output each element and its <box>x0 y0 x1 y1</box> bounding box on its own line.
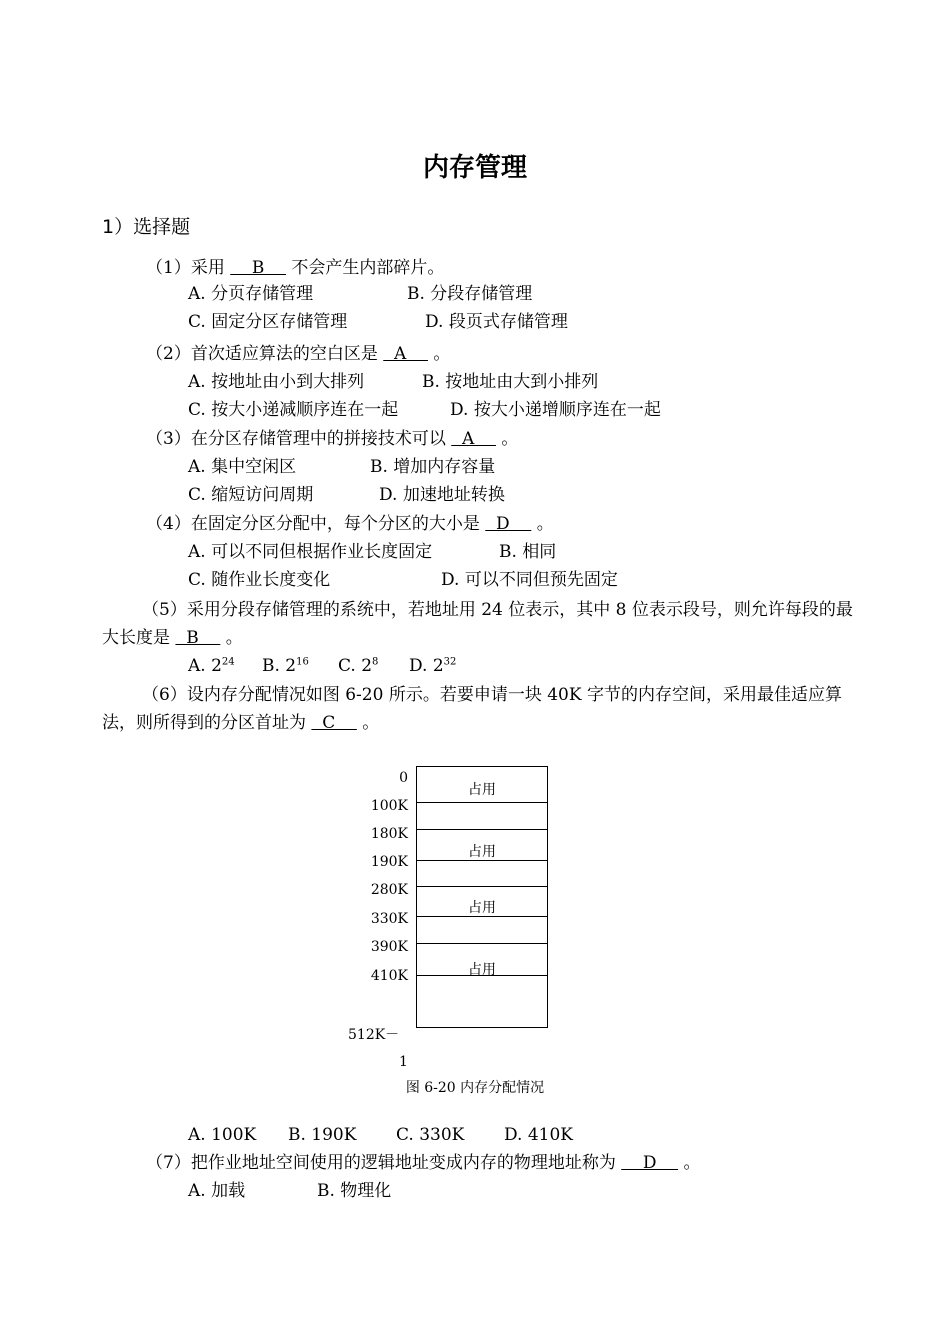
question-6-text: （6）设内存分配情况如图 6-20 所示。若要申请一块 40K 字节的内存空间，采用最佳适应算法，则所得到的分区首址为 <box>102 685 842 733</box>
question-4-option-c: C. 随作业长度变化 <box>188 570 331 590</box>
question-1-option-b: B. 分段存储管理 <box>407 284 533 304</box>
question-7-suffix: 。 <box>678 1153 701 1173</box>
question-2-option-a: A. 按地址由小到大排列 <box>188 372 365 392</box>
question-5-text: （5）采用分段存储管理的系统中，若地址用 24 位表示，其中 8 位表示段号，则允许每段的最大长度是 <box>102 600 853 648</box>
question-2-suffix: 。 <box>427 344 451 364</box>
question-4-option-d: D. 可以不同但预先固定 <box>441 570 618 590</box>
question-4 <box>146 513 554 535</box>
exponent: 16 <box>296 656 309 668</box>
question-4-suffix: 。 <box>531 514 554 534</box>
occupied-label: 占用 <box>468 782 496 798</box>
question-5-option-c: C. $2^8$ <box>338 656 379 676</box>
question-2-option-b: B. 按地址由大到小排列 <box>422 372 599 392</box>
address-label-end: 512K－ <box>348 1027 400 1043</box>
question-6-suffix: 。 <box>356 713 380 733</box>
question-2-answer: A <box>383 344 428 364</box>
section-heading: 1）选择题 <box>102 216 191 238</box>
address-label: 410K <box>370 968 408 984</box>
question-4-answer: D <box>485 514 532 534</box>
question-5-option-b: B. $2^{16}$ <box>262 656 309 676</box>
question-3-text: （3）在分区存储管理中的拼接技术可以 <box>146 429 452 449</box>
question-7 <box>146 1152 701 1174</box>
question-3-option-c: C. 缩短访问周期 <box>188 485 314 505</box>
question-3-option-b: B. 增加内存容量 <box>370 457 496 477</box>
question-4-option-a: A. 可以不同但根据作业长度固定 <box>188 542 433 562</box>
question-6-option-c: C. 330K <box>396 1125 465 1145</box>
address-label: 0 <box>399 770 408 786</box>
question-1-option-d: D. 段页式存储管理 <box>425 312 568 332</box>
address-label: 100K <box>370 798 408 814</box>
question-5-suffix: 。 <box>220 628 243 648</box>
question-7-answer: D <box>621 1153 679 1173</box>
question-7-option-b: B. 物理化 <box>317 1181 392 1201</box>
question-3-option-a: A. 集中空闲区 <box>188 457 297 477</box>
question-1-option-c: C. 固定分区存储管理 <box>188 312 348 332</box>
question-3-option-d: D. 加速地址转换 <box>379 485 505 505</box>
question-3-answer: A <box>451 429 496 449</box>
question-4-option-b: B. 相同 <box>499 542 557 562</box>
occupied-label: 占用 <box>468 900 496 916</box>
occupied-label: 占用 <box>468 844 496 860</box>
occupied-label: 占用 <box>468 962 496 978</box>
question-7-text: （7）把作业地址空间使用的逻辑地址变成内存的物理地址称为 <box>146 1153 622 1173</box>
address-label: 190K <box>370 854 408 870</box>
question-1 <box>146 257 444 279</box>
address-label: 390K <box>370 939 408 955</box>
address-label: 180K <box>370 826 408 842</box>
question-6-answer: C <box>311 713 357 733</box>
question-4-text: （4）在固定分区分配中，每个分区的大小是 <box>146 514 486 534</box>
question-7-option-a: A. 加载 <box>188 1181 246 1201</box>
question-5 <box>102 596 854 652</box>
memory-diagram <box>416 766 548 1028</box>
partition-boundary <box>417 943 547 944</box>
question-3 <box>146 428 518 450</box>
question-5-answer: B <box>175 628 221 648</box>
figure-caption: 图 6-20 内存分配情况 <box>405 1080 545 1096</box>
question-6-option-b: B. 190K <box>288 1125 357 1145</box>
question-3-suffix: 。 <box>495 429 519 449</box>
partition-boundary <box>417 829 547 830</box>
question-2-text: （2）首次适应算法的空白区是 <box>146 344 384 364</box>
partition-boundary <box>417 802 547 803</box>
question-2-option-c: C. 按大小递减顺序连在一起 <box>188 400 399 420</box>
question-1-answer: B <box>230 258 286 278</box>
exponent: 24 <box>221 656 235 668</box>
question-1-option-a: A. 分页存储管理 <box>188 284 314 304</box>
address-label: 330K <box>370 911 408 927</box>
question-1-suffix: 不会产生内部碎片。 <box>285 258 445 278</box>
address-label: 280K <box>370 882 408 898</box>
question-5-option-d: D. $2^{32}$ <box>409 656 457 676</box>
question-5-option-a: A. $2^{24}$ <box>188 656 235 676</box>
question-6-option-d: D. 410K <box>504 1125 573 1145</box>
question-6 <box>102 681 854 737</box>
exponent: 32 <box>443 656 457 668</box>
question-2-option-d: D. 按大小递增顺序连在一起 <box>450 400 661 420</box>
partition-boundary <box>417 886 547 887</box>
page-title: 内存管理 <box>422 153 527 183</box>
question-2 <box>146 343 450 365</box>
address-label-end-continued: 1 <box>399 1054 408 1070</box>
exponent: 8 <box>372 656 379 668</box>
question-1-text: （1）采用 <box>146 258 231 278</box>
question-6-option-a: A. 100K <box>188 1125 257 1145</box>
